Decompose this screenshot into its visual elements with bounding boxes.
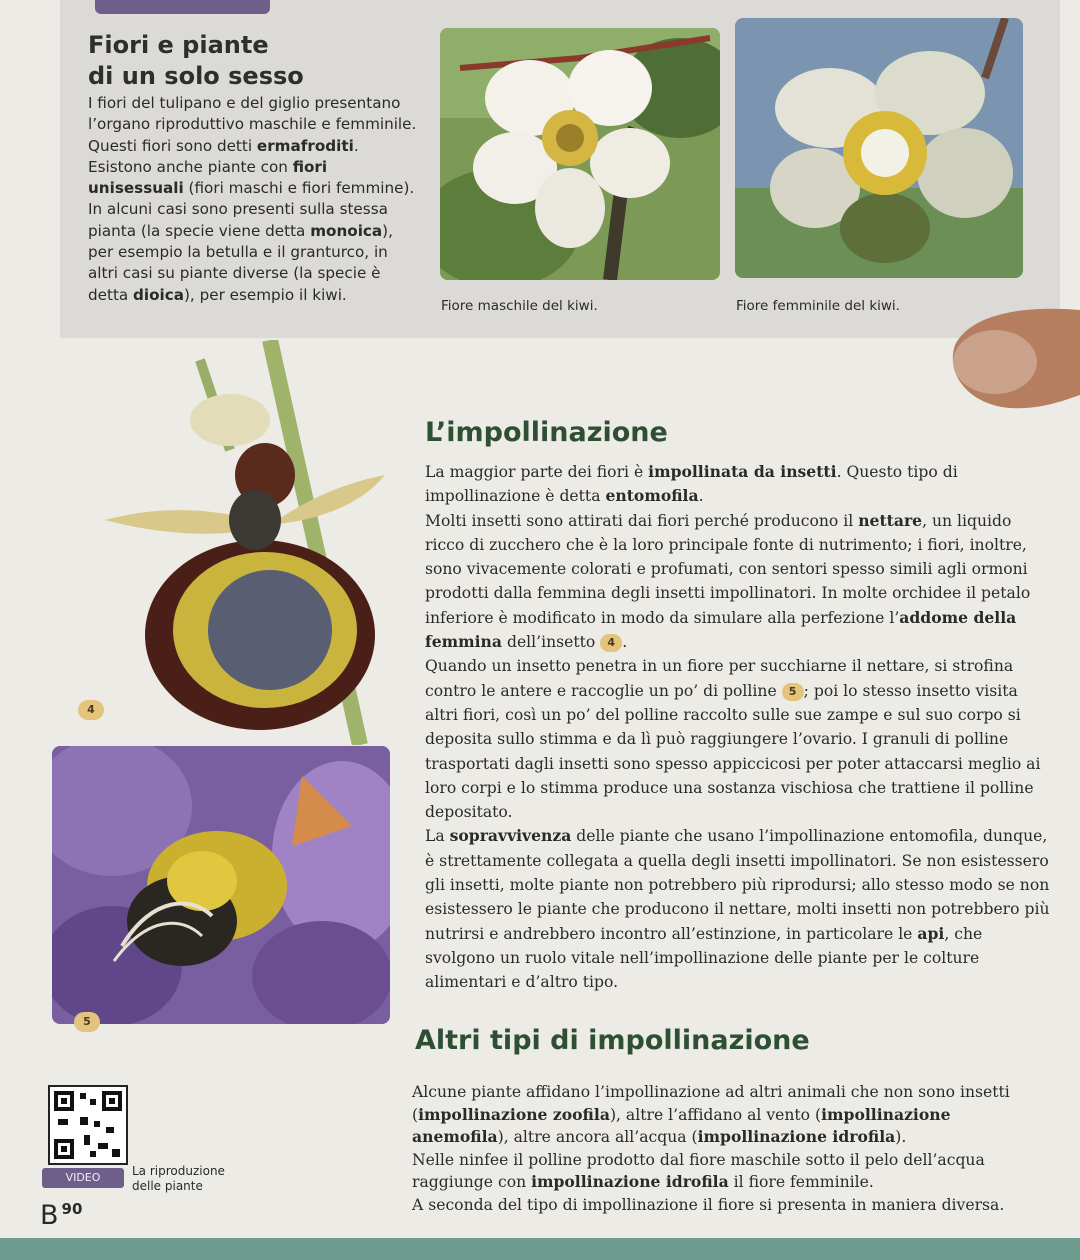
paragraph: La sopravvivenza delle piante che usano l’impollinazione entomofila, dunque, è strettamente collegata a quella degli insetti impollinatori. Se non esistessero gli insetti, molte piante non potrebbero più riprodursi; allo stesso modo se non esistessero le piante che producono il nettare, molti insetti non potrebbero più nutrirsi e andrebbero incontro all’estinzione, in particolare le api, che svolgono un ruolo vitale nell’impollinazione delle piante per le colture alimentari e d’altro tipo. (425, 826, 1050, 992)
paragraph: Molti insetti sono attirati dai fiori perché producono il nettare, un liquido ricco di zucchero che è la loro principale fonte di nutrimento; i fiori, inoltre, sono vivacemente colorati e profumati, con sentori spesso simili agli ormoni prodotti dalla femmina degli insetti impollinatori. In molte orchidee il petalo inferiore è modificato in modo da simulare alla perfezione l’addome della femmina dell’insetto 4 . (425, 510, 1031, 652)
video-title-line1: La riproduzione (132, 1164, 225, 1178)
info-box-title (88, 30, 428, 92)
caption-male-flower: Fiore maschile del kiwi. (441, 298, 598, 314)
video-tag[interactable]: VIDEO (42, 1168, 124, 1188)
finger-image (940, 300, 1080, 420)
info-box-title-line1: Fiori e piante (88, 31, 269, 59)
qr-code[interactable] (48, 1085, 128, 1165)
section1-body (425, 460, 1055, 995)
paragraph: La maggior parte dei fiori è impollinata da insetti. Questo tipo di impollinazione è detta entomofila. (425, 462, 958, 506)
info-box-paragraph: In alcuni casi sono presenti sulla stessa pianta (la specie viene detta monoica), per esempio la betulla e il granturco, in altri casi su piante diverse (la specie è detta dioica), per esempio il kiwi. (88, 200, 393, 304)
orchid-photo (60, 340, 405, 745)
inline-badge-5: 5 (782, 683, 804, 701)
paragraph: Alcune piante affidano l’impollinazione ad altri animali che non sono insetti (impollinazione zoofila), altre l’affidano al vento (impollinazione anemofila), altre ancora all’acqua (impollinazione idrofila). (412, 1083, 1010, 1146)
paragraph: Quando un insetto penetra in un fiore per succhiarne il nettare, si strofina contro le antere e raccoglie un po’ di polline 5 ; poi lo stesso insetto visita altri fiori, così un po’ del polline raccolto sulle sue zampe e sul suo corpo si deposita sullo stimma e da lì può raggiungere l’ovario. I granuli di polline trasportati dagli insetti sono spesso appiccicosi per poter attaccarsi meglio ai loro corpi e lo stimma produce una sostanza vischiosa che trattiene il polline depositato. (425, 657, 1041, 822)
video-title-line2: delle piante (132, 1179, 203, 1193)
female-kiwi-flower-photo (735, 18, 1023, 278)
info-box-paragraph: Esistono anche piante con fiori unisessuali (fiori maschi e fiori femmine). (88, 157, 415, 198)
bee-on-flower-photo (52, 746, 390, 1024)
page-number-value: 90 (61, 1200, 83, 1218)
caption-female-flower: Fiore femminile del kiwi. (736, 298, 900, 314)
chapter-tab (95, 0, 270, 14)
figure-badge-5: 5 (74, 1012, 100, 1032)
page-letter: B (40, 1200, 59, 1231)
inline-badge-4: 4 (600, 634, 622, 652)
info-box-paragraph: I fiori del tulipano e del giglio presentano l’organo riproduttivo maschile e femminile. Questi fiori sono detti ermafroditi. (88, 94, 417, 155)
bottom-band (0, 1238, 1080, 1260)
paragraph: A seconda del tipo di impollinazione il fiore si presenta in maniera diversa. (412, 1195, 1005, 1214)
section-title-impollinazione: L’impollinazione (425, 417, 668, 448)
info-box-title-line2: di un solo sesso (88, 62, 304, 90)
section-title-altri-tipi: Altri tipi di impollinazione (415, 1025, 810, 1056)
figure-badge-4: 4 (78, 700, 104, 720)
male-kiwi-flower-photo (440, 28, 720, 280)
section2-body (412, 1081, 1052, 1216)
page-number (40, 1200, 82, 1231)
video-link-title[interactable] (132, 1164, 252, 1194)
paragraph: Nelle ninfee il polline prodotto dal fiore maschile sotto il pelo dell’acqua raggiunge con impollinazione idrofila il fiore femminile. (412, 1150, 985, 1191)
info-box-text (88, 93, 418, 306)
